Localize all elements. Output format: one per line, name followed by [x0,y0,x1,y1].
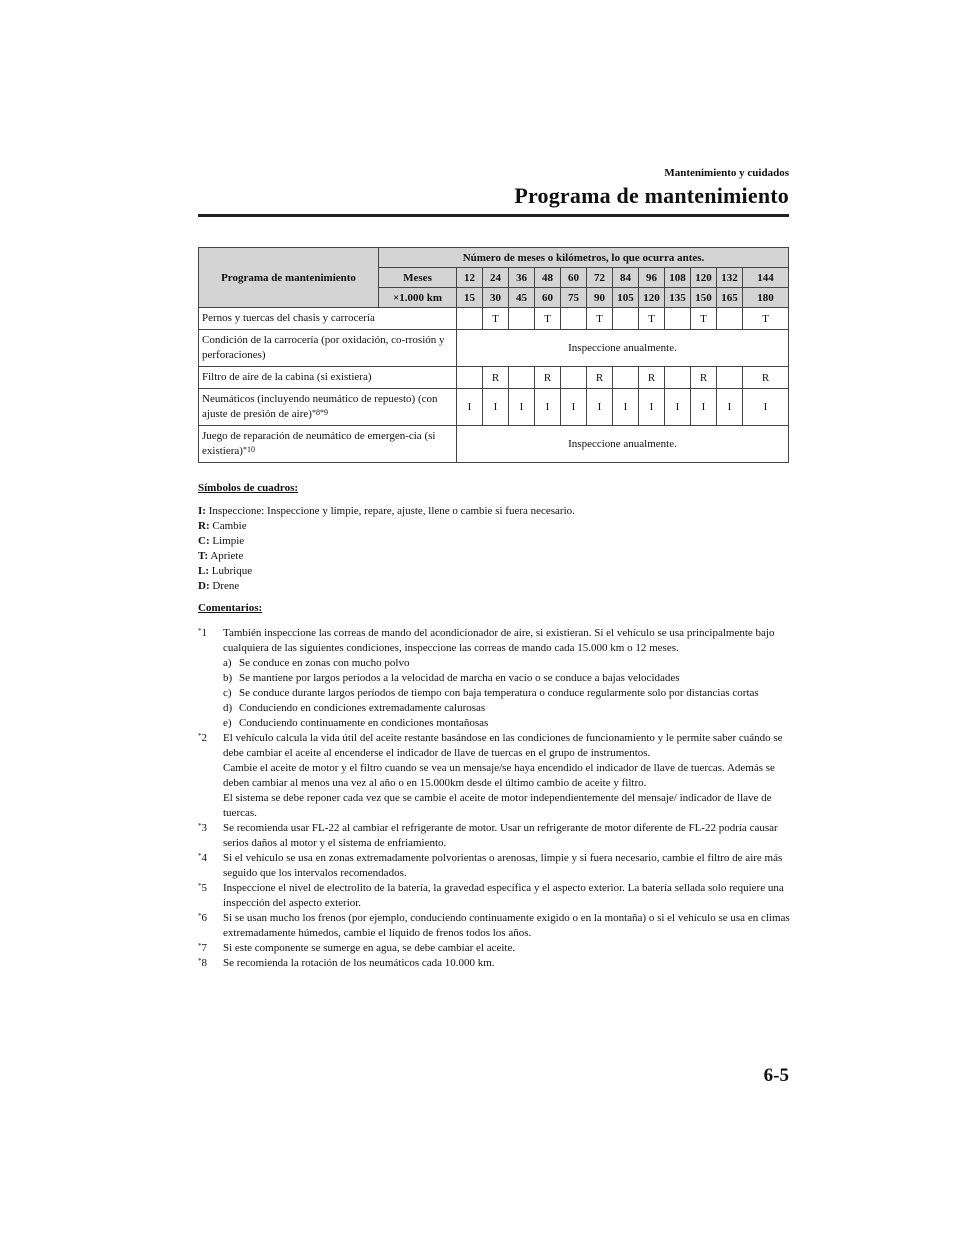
footnote-number: *5 [198,882,207,894]
km-value: 90 [587,288,613,308]
row-cell: T [691,308,717,330]
row-cell: R [535,367,561,389]
row-cell [509,308,535,330]
row-cell: I [535,389,561,426]
footnote-number: *3 [198,822,207,834]
row-cell [665,367,691,389]
months-value: 72 [587,268,613,288]
footnote [198,821,790,851]
row-cell: I [639,389,665,426]
table-row [199,426,789,463]
row-cell: I [483,389,509,426]
footnote-subitem: d) Conduciendo en condiciones extremadamente calurosas [223,702,486,714]
km-value: 165 [717,288,743,308]
footnote [198,731,790,821]
footnote-number: *1 [198,627,207,639]
legend-text: Limpie [212,535,245,547]
legend-item [198,549,798,564]
km-value: 60 [535,288,561,308]
page-number: 6-5 [763,1065,789,1086]
row-cell: T [743,308,789,330]
row-cell: R [587,367,613,389]
row-cell [613,367,639,389]
legend-symbol: C: [198,535,210,547]
row-refs: *8*9 [311,408,328,417]
legend-heading: Símbolos de cuadros: [198,482,299,494]
comments-heading: Comentarios: [198,602,263,614]
section-label: Mantenimiento y cuidados [664,167,789,179]
row-cell: I [665,389,691,426]
months-label: Meses [379,268,457,288]
row-note: Inspeccione anualmente. [457,426,789,463]
row-cell: T [587,308,613,330]
row-cell: I [717,389,743,426]
row-item [199,308,457,330]
row-refs: *10 [242,445,255,454]
row-cell: R [639,367,665,389]
footnote [198,881,790,911]
footnote-text: Inspeccione el nivel de electrolito de la batería, la gravedad específica y el aspecto exterior. La batería sellada solo requiere una inspección del aspecto exterior. [223,882,784,909]
row-cell [561,367,587,389]
row-cell: R [743,367,789,389]
row-item [199,426,457,463]
row-cell: I [743,389,789,426]
months-value: 60 [561,268,587,288]
footnote-text: El sistema se debe reponer cada vez que se cambie el aceite de motor independientemente del mensaje/ indicador de llave de tuercas. [223,792,772,819]
legend-item [198,534,798,549]
footnote-subitem: e) Conduciendo continuamente en condiciones montañosas [223,717,489,729]
footnote [198,956,790,971]
km-value: 120 [639,288,665,308]
row-cell: I [561,389,587,426]
header-divider [198,214,789,217]
months-value: 144 [743,268,789,288]
km-value: 75 [561,288,587,308]
row-item-text: Pernos y tuercas del chasis y carrocería [202,312,375,324]
footnote-subitem: c) Se conduce durante largos períodos de tiempo con baja temperatura o conduce regularmente solo por distancias cortas [223,687,759,699]
row-item [199,389,457,426]
row-cell: I [509,389,535,426]
legend-item [198,564,798,579]
months-value: 84 [613,268,639,288]
km-value: 30 [483,288,509,308]
row-cell [561,308,587,330]
table-row [199,367,789,389]
legend-symbol: D: [198,580,210,592]
months-value: 132 [717,268,743,288]
footnote-number: *8 [198,957,207,969]
page-title: Programa de mantenimiento [514,183,789,208]
row-item-text: Filtro de aire de la cabina (si existiera) [202,371,372,383]
footnote-text: Se recomienda usar FL-22 al cambiar el refrigerante de motor. Usar un refrigerante de motor diferente de FL-22 podría causar serios daños al motor y el sistema de enfriamiento. [223,822,778,849]
months-value: 48 [535,268,561,288]
table-row [199,389,789,426]
interval-header: Número de meses o kilómetros, lo que ocurra antes. [379,248,789,268]
row-cell [717,308,743,330]
footnote-text: Si se usan mucho los frenos (por ejemplo, conduciendo continuamente exigido o en la montaña) o si el vehículo se usa en climas extremadamente húmedos, cambie el líquido de frenos todos los años. [223,912,790,939]
footnote-subitem: b) Se mantiene por largos períodos a la velocidad de marcha en vacío o se conduce a bajas velocidades [223,672,680,684]
footnote-text: Se recomienda la rotación de los neumáticos cada 10.000 km. [223,957,495,969]
row-cell: I [691,389,717,426]
row-cell: T [483,308,509,330]
footnote-number: *2 [198,732,207,744]
row-item-text: Juego de reparación de neumático de emergen-cia (si existiera) [202,430,436,457]
row-cell [665,308,691,330]
legend-item [198,579,798,594]
km-value: 180 [743,288,789,308]
legend-symbol: L: [198,565,209,577]
footnote [198,941,790,956]
row-item-text: Condición de la carrocería (por oxidación, co-rrosión y perforaciones) [202,334,445,361]
row-cell: I [613,389,639,426]
months-value: 108 [665,268,691,288]
row-cell: I [457,389,483,426]
row-note: Inspeccione anualmente. [457,330,789,367]
footnote-text: El vehículo calcula la vida útil del aceite restante basándose en las condiciones de funcionamiento y le permite saber cuándo se debe cambiar el aceite al encenderse el indicador de llave de tuercas en el grupo de instrumentos. [223,732,783,759]
legend-item [198,519,798,534]
row-cell: R [483,367,509,389]
row-cell [457,308,483,330]
row-cell [509,367,535,389]
months-value: 96 [639,268,665,288]
legend-symbol: I: [198,505,206,517]
table-row [199,330,789,367]
footnote [198,851,790,881]
legend-text: Drene [212,580,240,592]
row-cell: T [639,308,665,330]
comments [198,601,790,971]
row-cell: I [587,389,613,426]
km-label: ×1.000 km [379,288,457,308]
legend-text: Inspeccione: Inspeccione y limpie, repare, ajuste, llene o cambie si fuera necesario. [208,505,575,517]
table-corner-header: Programa de mantenimiento [199,248,379,308]
km-value: 135 [665,288,691,308]
maintenance-table [198,247,789,463]
footnote-text: Si el vehículo se usa en zonas extremadamente polvorientas o arenosas, limpie y si fuera necesario, cambie el filtro de aire más seguido que los intervalos recomendados. [223,852,783,879]
table-row [199,308,789,330]
km-value: 105 [613,288,639,308]
row-cell [457,367,483,389]
row-item [199,330,457,367]
legend-text: Lubrique [211,565,253,577]
row-cell: R [691,367,717,389]
km-value: 150 [691,288,717,308]
footnote-text: Cambie el aceite de motor y el filtro cuando se vea un mensaje/se haya encendido el indicador de llave de tuercas. Además se deben cambiar al menos una vez al año o en 15.000km desde el último cambio de aceite y filtro. [223,762,775,789]
footnote-number: *6 [198,912,207,924]
footnote-number: *7 [198,942,207,954]
months-value: 36 [509,268,535,288]
footnote [198,626,790,731]
footnote-number: *4 [198,852,207,864]
footnote [198,911,790,941]
legend [198,481,798,594]
row-cell [717,367,743,389]
row-item [199,367,457,389]
row-cell [613,308,639,330]
footnote-text: También inspeccione las correas de mando del acondicionador de aire, si existieran. Si el vehículo se usa principalmente bajo cualquiera de las siguientes condiciones, inspeccione las correas de mando cada 15.000 km o 12 meses. [223,627,775,654]
row-cell: T [535,308,561,330]
legend-text: Cambie [212,520,247,532]
km-value: 45 [509,288,535,308]
months-value: 12 [457,268,483,288]
legend-symbol: T: [198,550,209,562]
km-value: 15 [457,288,483,308]
months-value: 120 [691,268,717,288]
legend-symbol: R: [198,520,210,532]
legend-text: Apriete [210,550,244,562]
months-value: 24 [483,268,509,288]
footnote-text: Si este componente se sumerge en agua, se debe cambiar el aceite. [223,942,516,954]
footnote-subitem: a) Se conduce en zonas con mucho polvo [223,657,410,669]
legend-item [198,504,798,519]
row-item-text: Neumáticos (incluyendo neumático de repuesto) (con ajuste de presión de aire) [202,393,438,420]
